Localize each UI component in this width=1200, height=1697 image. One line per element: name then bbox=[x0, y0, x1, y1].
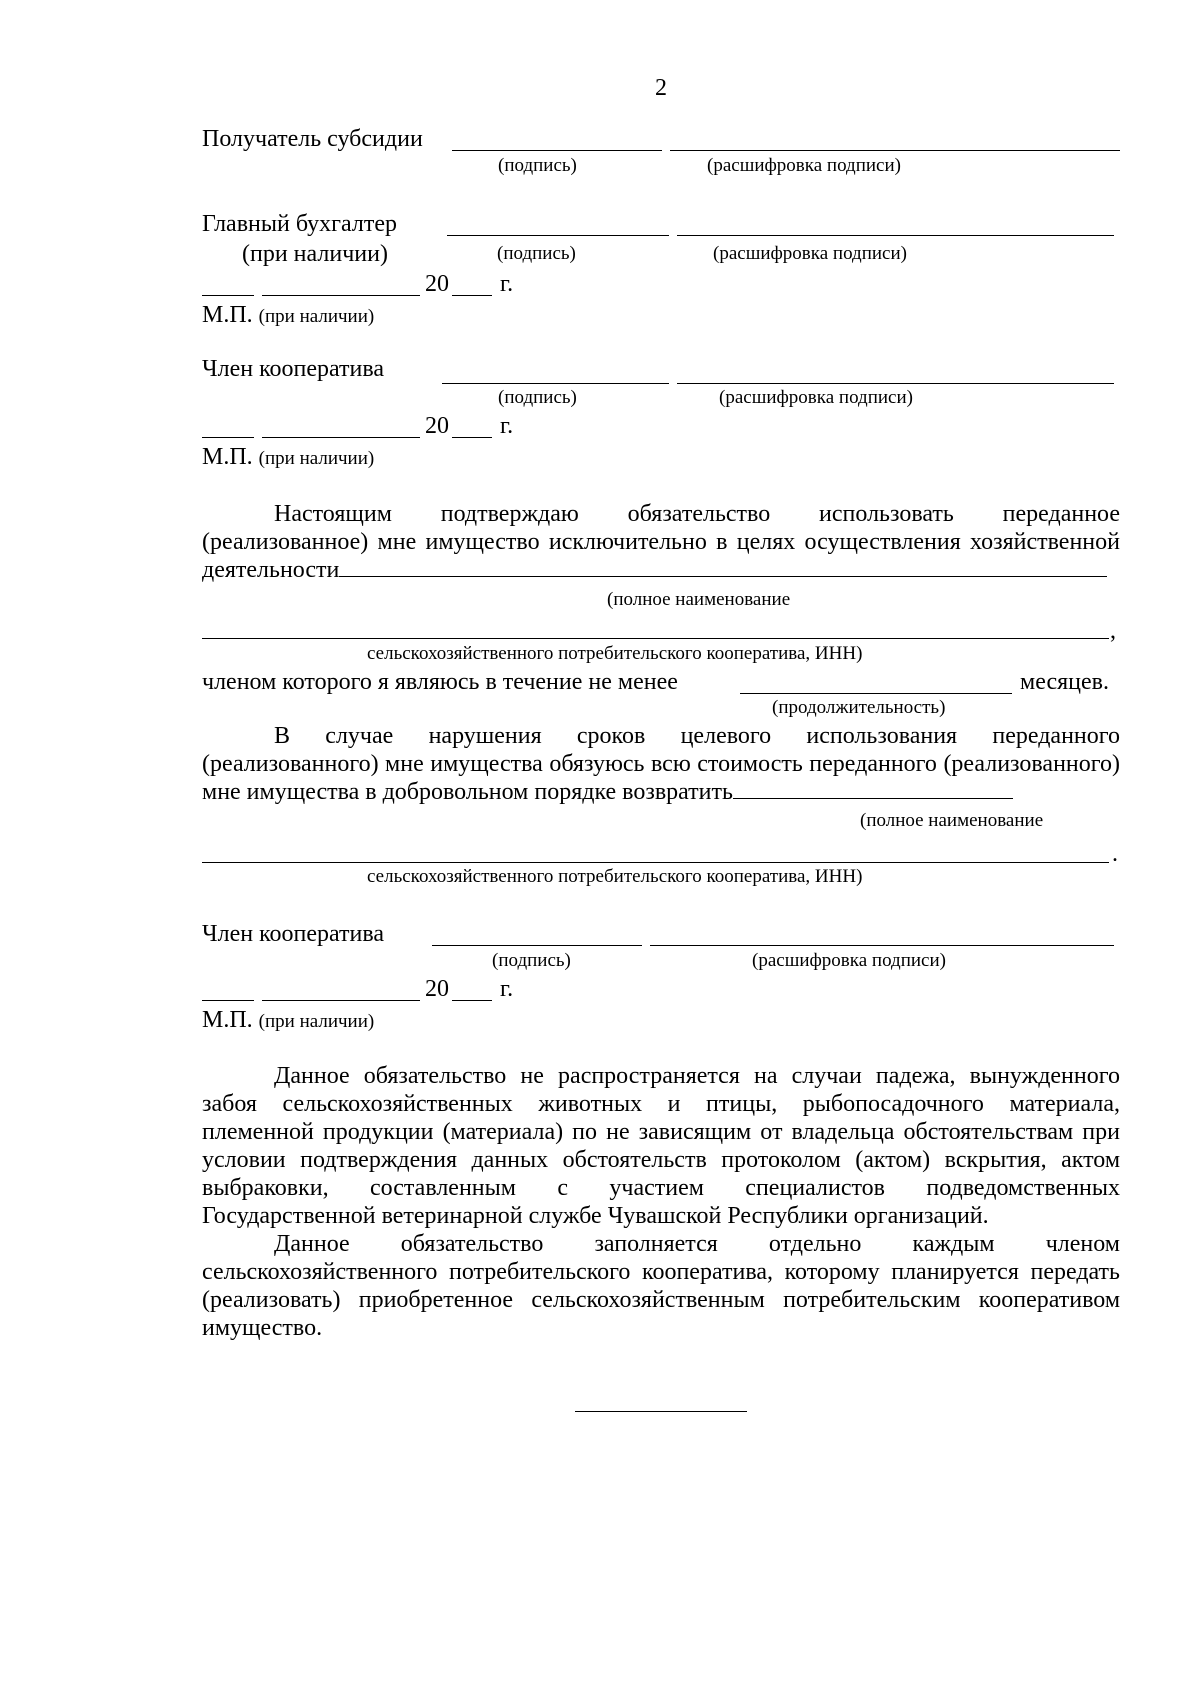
accountant-label: Главный бухгалтер bbox=[202, 211, 397, 237]
recipient-sig-caption: (подпись) bbox=[498, 155, 577, 176]
member-of-text: членом которого я являюсь в течение не менее bbox=[202, 669, 678, 695]
obligation-text-2: В случае нарушения сроков целевого использования переданного (реализованного) мне имущества обязуюсь всю стоимость переданного (реализованного) мне имущества в добровольном порядке возвратить bbox=[202, 723, 1120, 805]
end-separator-line bbox=[575, 1411, 747, 1412]
recipient-signature-line[interactable] bbox=[452, 150, 662, 151]
member1-label: Член кооператива bbox=[202, 356, 385, 382]
member1-mp-note: (при наличии) bbox=[258, 448, 375, 469]
caption-duration: (продолжительность) bbox=[772, 697, 946, 718]
recipient-decode-line[interactable] bbox=[670, 150, 1120, 151]
coop-name-line-2[interactable] bbox=[202, 862, 1109, 863]
accountant-decode-line[interactable] bbox=[677, 235, 1114, 236]
member2-label: Член кооператива bbox=[202, 921, 385, 947]
accountant-signature-line[interactable] bbox=[447, 235, 669, 236]
caption-full-name: (полное наименование bbox=[607, 589, 791, 610]
obligation-text-1: Настоящим подтверждаю обязательство использовать переданное (реализованное) мне имущество исключительно в целях осуществления хозяйственной деятельности bbox=[202, 501, 1120, 583]
member1-decode-line[interactable] bbox=[677, 383, 1114, 384]
recipient-decode-caption: (расшифровка подписи) bbox=[707, 155, 901, 176]
member1-mp: М.П. bbox=[202, 444, 253, 470]
obligation-paragraph-1 bbox=[202, 500, 1120, 584]
member2-decode-caption: (расшифровка подписи) bbox=[752, 950, 946, 971]
member2-year-suffix: г. bbox=[500, 976, 514, 1002]
accountant-mp: М.П. bbox=[202, 302, 253, 328]
member1-month-line[interactable] bbox=[262, 437, 420, 438]
coop-name-period: . bbox=[1112, 841, 1118, 867]
member2-decode-line[interactable] bbox=[650, 945, 1114, 946]
accountant-mp-note: (при наличии) bbox=[258, 306, 375, 327]
member2-mp-note: (при наличии) bbox=[258, 1011, 375, 1032]
coop-name-comma: , bbox=[1110, 618, 1116, 644]
accountant-decode-caption: (расшифровка подписи) bbox=[713, 243, 907, 264]
member1-year-suffix: г. bbox=[500, 413, 514, 439]
duration-line[interactable] bbox=[740, 693, 1012, 694]
member1-signature-line[interactable] bbox=[442, 383, 669, 384]
caption-coop-inn: сельскохозяйственного потребительского кооператива, ИНН) bbox=[367, 643, 863, 664]
obligation-paragraph-2 bbox=[202, 722, 1120, 806]
member2-sig-caption: (подпись) bbox=[492, 950, 571, 971]
caption-coop-inn-2: сельскохозяйственного потребительского кооператива, ИНН) bbox=[367, 866, 863, 887]
accountant-label-sub: (при наличии) bbox=[242, 241, 388, 267]
accountant-year-prefix: 20 bbox=[425, 271, 449, 297]
recipient-label: Получатель субсидии bbox=[202, 126, 423, 152]
member2-stamp-label bbox=[202, 1006, 374, 1036]
accountant-day-line[interactable] bbox=[202, 295, 254, 296]
accountant-month-line[interactable] bbox=[262, 295, 420, 296]
member2-signature-line[interactable] bbox=[432, 945, 642, 946]
accountant-stamp-label bbox=[202, 301, 374, 331]
member2-month-line[interactable] bbox=[262, 1000, 420, 1001]
note-paragraph-2: Данное обязательство заполняется отдельно каждым членом сельскохозяйственного потребительского кооператива, которому планируется передать (реализовать) приобретенное сельскохозяйственным потребительским кооперативом имущество. bbox=[202, 1231, 1120, 1341]
notes-block bbox=[202, 1062, 1120, 1342]
months-text: месяцев. bbox=[1020, 669, 1109, 695]
member2-year-prefix: 20 bbox=[425, 976, 449, 1002]
return-entity-line[interactable] bbox=[733, 778, 1013, 799]
note-paragraph-1: Данное обязательство не распространяется на случаи падежа, вынужденного забоя сельскохозяйственных животных и птицы, рыбопосадочного материала, племенной продукции (материала) по не зависящим от владельца обстоятельствам при условии подтверждения данных обстоятельств протоколом (актом) вскрытия, актом выбраковки, составленным с участием специалистов подведомственных Государственной ветеринарной службе Чувашской Республики организаций. bbox=[202, 1063, 1120, 1229]
member1-year-prefix: 20 bbox=[425, 413, 449, 439]
coop-name-line[interactable] bbox=[202, 638, 1109, 639]
accountant-year-line[interactable] bbox=[452, 295, 492, 296]
caption-full-name-2: (полное наименование bbox=[860, 810, 1044, 831]
member2-day-line[interactable] bbox=[202, 1000, 254, 1001]
member2-mp: М.П. bbox=[202, 1007, 253, 1033]
member1-stamp-label bbox=[202, 443, 374, 473]
accountant-sig-caption: (подпись) bbox=[497, 243, 576, 264]
member1-sig-caption: (подпись) bbox=[498, 387, 577, 408]
member2-year-line[interactable] bbox=[452, 1000, 492, 1001]
accountant-year-suffix: г. bbox=[500, 271, 514, 297]
member1-day-line[interactable] bbox=[202, 437, 254, 438]
page-number: 2 bbox=[655, 75, 667, 101]
member1-decode-caption: (расшифровка подписи) bbox=[719, 387, 913, 408]
activity-entity-line[interactable] bbox=[339, 556, 1107, 577]
member1-year-line[interactable] bbox=[452, 437, 492, 438]
